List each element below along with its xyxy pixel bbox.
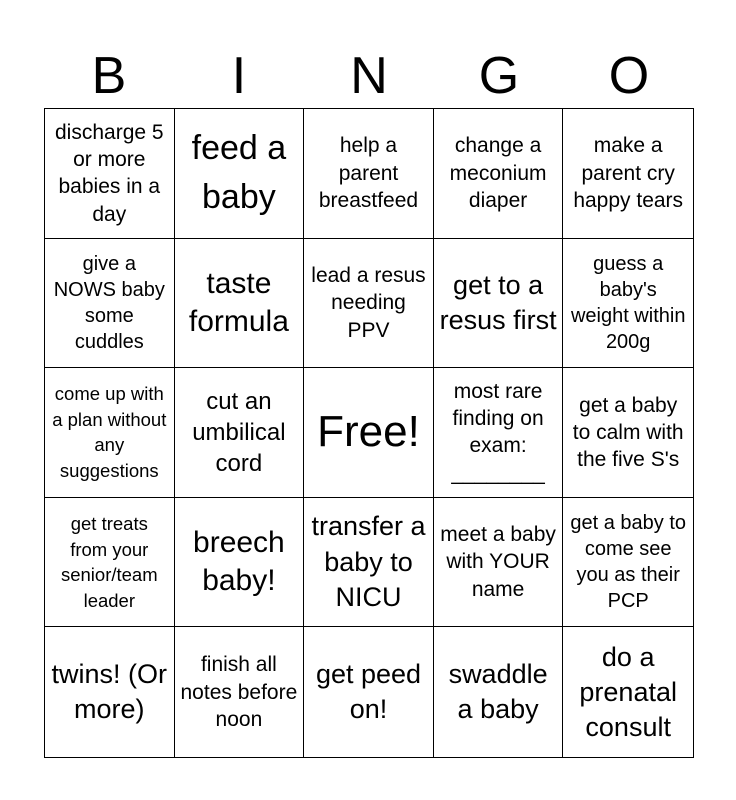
bingo-cell-r3-c4[interactable] — [434, 368, 564, 498]
bingo-cell-r3-c5[interactable] — [563, 368, 693, 498]
bingo-cell-text: get a baby to calm with the five S's — [572, 393, 684, 472]
bingo-cell-r1-c2[interactable] — [175, 109, 305, 239]
bingo-cell-text: discharge 5 or more babies in a day — [55, 120, 164, 226]
bingo-cell-text: get peed on! — [315, 659, 422, 725]
bingo-cell-r5-c5[interactable] — [563, 627, 693, 757]
bingo-cell-text: most rare finding on exam: ________ — [451, 379, 545, 485]
bingo-cell-text: breech baby! — [193, 525, 285, 598]
bingo-cell-r5-c1[interactable] — [45, 627, 175, 757]
bingo-cell-r3-c2[interactable] — [175, 368, 305, 498]
bingo-cell-text: do a prenatal consult — [579, 641, 677, 742]
bingo-cell-r4-c1[interactable] — [45, 498, 175, 628]
bingo-cell-r4-c5[interactable] — [563, 498, 693, 628]
bingo-cell-text: lead a resus needing PPV — [311, 263, 426, 342]
bingo-cell-r1-c1[interactable] — [45, 109, 175, 239]
bingo-cell-text: guess a baby's weight within 200g — [570, 252, 686, 353]
bingo-cell-text: feed a baby — [191, 129, 287, 217]
bingo-cell-r5-c4[interactable] — [434, 627, 564, 757]
bingo-cell-r5-c2[interactable] — [175, 627, 305, 757]
bingo-cell-free-space[interactable] — [304, 368, 434, 498]
bingo-cell-text: swaddle a baby — [448, 659, 548, 725]
bingo-cell-r4-c3[interactable] — [304, 498, 434, 628]
bingo-cell-r2-c2[interactable] — [175, 239, 305, 369]
bingo-cell-text: change a meconium diaper — [449, 134, 547, 212]
bingo-board — [44, 108, 694, 758]
bingo-cell-text: get treats from your senior/team leader — [60, 513, 158, 611]
bingo-cell-r3-c1[interactable] — [45, 368, 175, 498]
bingo-cell-r2-c5[interactable] — [563, 239, 693, 369]
bingo-cell-r2-c3[interactable] — [304, 239, 434, 369]
bingo-cell-text: come up with a plan without any suggestions — [52, 383, 167, 481]
bingo-cell-r1-c5[interactable] — [563, 109, 693, 239]
bingo-cell-r4-c2[interactable] — [175, 498, 305, 628]
bingo-cell-r5-c3[interactable] — [304, 627, 434, 757]
bingo-cell-text: taste formula — [188, 266, 289, 338]
bingo-cell-r1-c4[interactable] — [434, 109, 564, 239]
header-letter-g: G — [478, 47, 520, 105]
header-letter-n: N — [350, 47, 388, 105]
bingo-cell-text: meet a baby with YOUR name — [440, 523, 556, 601]
header-letter-i: I — [231, 47, 247, 105]
bingo-cell-text: cut an umbilical cord — [192, 387, 286, 478]
bingo-cell-r1-c3[interactable] — [304, 109, 434, 239]
bingo-header — [44, 42, 694, 108]
bingo-cell-text: transfer a baby to NICU — [311, 511, 426, 612]
bingo-cell-r4-c4[interactable] — [434, 498, 564, 628]
bingo-cell-text: give a NOWS baby some cuddles — [53, 252, 165, 353]
bingo-cell-text: make a parent cry happy tears — [573, 134, 684, 212]
header-letter-b: B — [91, 47, 127, 105]
bingo-cell-text: twins! (Or more) — [51, 659, 168, 725]
bingo-cell-r2-c4[interactable] — [434, 239, 564, 369]
bingo-cell-r2-c1[interactable] — [45, 239, 175, 369]
bingo-cell-text: get to a resus first — [439, 269, 557, 335]
header-letter-o: O — [608, 47, 650, 105]
free-space-text: Free! — [317, 407, 420, 457]
bingo-cell-text: get a baby to come see you as their PCP — [570, 512, 687, 613]
bingo-cell-text: finish all notes before noon — [180, 653, 298, 731]
bingo-cell-text: help a parent breastfeed — [318, 134, 419, 212]
